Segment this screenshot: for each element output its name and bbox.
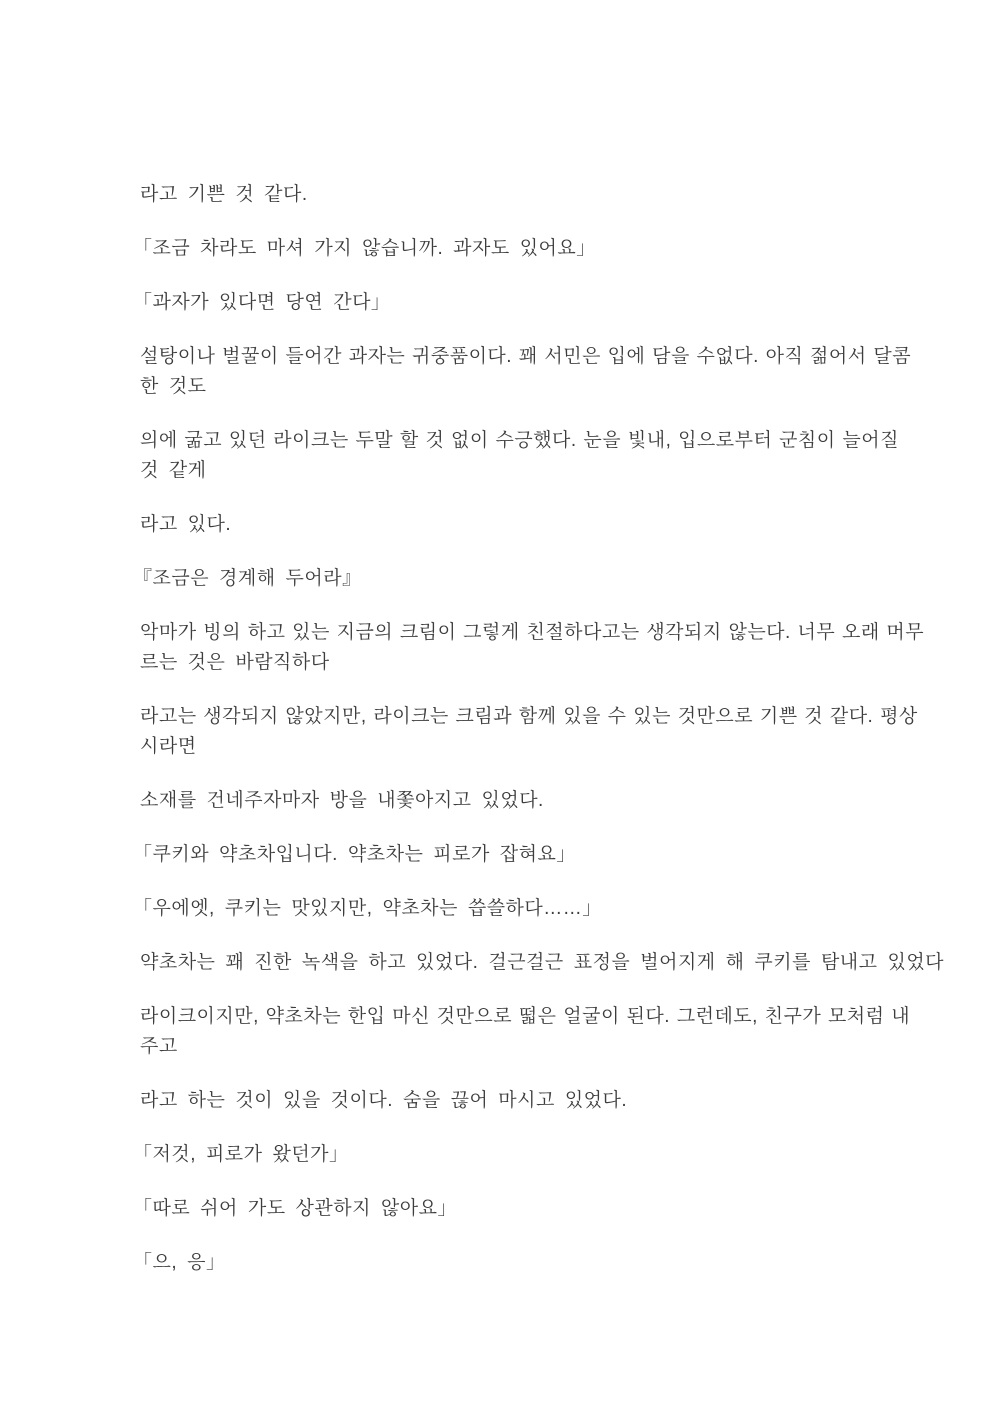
paragraph xyxy=(140,702,918,762)
text-line: 한 것도 xyxy=(140,376,207,397)
text-line: 라이크이지만, 약초차는 한입 마신 것만으로 떫은 얼굴이 된다. 그런데도, 친구가 모처럼 내 xyxy=(140,1006,911,1027)
text-line: 「따로 쉬어 가도 상관하지 않아요」 xyxy=(133,1198,457,1219)
paragraph xyxy=(140,510,877,540)
text-content xyxy=(133,180,945,1302)
paragraph xyxy=(133,894,877,924)
text-line: 의에 굶고 있던 라이크는 두말 할 것 없이 수긍했다. 눈을 빛내, 입으로부터 군침이 늘어질 xyxy=(140,430,899,451)
text-line: 「조금 차라도 마셔 가지 않습니까. 과자도 있어요」 xyxy=(133,238,596,259)
text-line: 라고 있다. xyxy=(140,514,232,535)
paragraph xyxy=(140,342,912,402)
paragraph xyxy=(133,1248,877,1278)
text-line: 시라면 xyxy=(140,736,197,757)
text-line: 라고 기쁜 것 같다. xyxy=(140,184,308,205)
paragraph xyxy=(133,1140,877,1170)
text-line: 악마가 빙의 하고 있는 지금의 크림이 그렇게 친절하다고는 생각되지 않는다. 너무 오래 머무 xyxy=(140,622,925,643)
paragraph xyxy=(140,1086,877,1116)
text-line: 「쿠키와 약초차입니다. 약초차는 피로가 잡혀요」 xyxy=(133,844,576,865)
text-line: 것 같게 xyxy=(140,460,207,481)
text-line: 『조금은 경계해 두어라』 xyxy=(133,568,362,589)
text-line: 「우에엣, 쿠키는 맛있지만, 약초차는 씁쓸하다……」 xyxy=(133,898,602,919)
paragraph xyxy=(140,618,925,678)
paragraph xyxy=(133,1194,877,1224)
paragraph xyxy=(133,564,877,594)
text-line: 라고는 생각되지 않았지만, 라이크는 크림과 함께 있을 수 있는 것만으로 기쁜 것 같다. 평상 xyxy=(140,706,918,727)
text-line: 라고 하는 것이 있을 것이다. 숨을 끊어 마시고 있었다. xyxy=(140,1090,628,1111)
paragraph xyxy=(140,786,877,816)
text-line: 소재를 건네주자마자 방을 내쫓아지고 있었다. xyxy=(140,790,544,811)
text-line: 「과자가 있다면 당연 간다」 xyxy=(133,292,391,313)
paragraph xyxy=(133,234,877,264)
text-line: 약초차는 꽤 진한 녹색을 하고 있었다. 걸근걸근 표정을 벌어지게 해 쿠키를 탐내고 있었다 xyxy=(140,952,945,973)
paragraph xyxy=(140,180,877,210)
text-line: 「으, 응」 xyxy=(133,1252,226,1273)
paragraph xyxy=(140,426,899,486)
text-line: 주고 xyxy=(140,1036,178,1057)
paragraph xyxy=(133,840,877,870)
paragraph xyxy=(140,1002,911,1062)
paragraph xyxy=(133,288,877,318)
text-line: 「저것, 피로가 왔던가」 xyxy=(133,1144,349,1165)
paragraph xyxy=(140,948,945,978)
text-line: 르는 것은 바람직하다 xyxy=(140,652,330,673)
text-line: 설탕이나 벌꿀이 들어간 과자는 귀중품이다. 꽤 서민은 입에 담을 수없다. 아직 젊어서 달콤 xyxy=(140,346,912,367)
